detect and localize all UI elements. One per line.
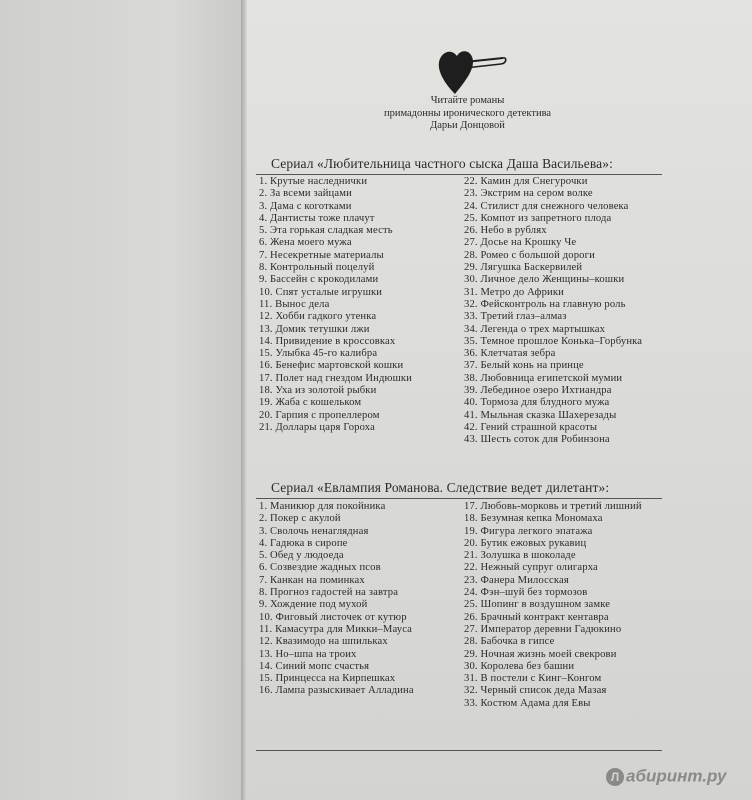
list-item: 5. Обед у людоеда [259, 550, 344, 562]
list-item: 9. Хождение под мухой [259, 599, 368, 611]
list-item: 6. Созвездие жадных псов [259, 562, 381, 574]
list-item: 23. Экстрим на сером волке [464, 188, 593, 200]
list-item: 14. Синий мопс счастья [259, 660, 370, 672]
list-item: 31. Метро до Африки [464, 286, 564, 298]
series-title: Сериал «Евлампия Романова. Следствие ведет дилетант»: [271, 480, 610, 495]
list-item: 8. Контрольный поцелуй [259, 262, 375, 274]
title-rule [256, 174, 662, 175]
list-item: 4. Гадюка в сиропе [259, 537, 348, 549]
list-item: 25. Компот из запретного плода [464, 212, 612, 224]
list-item: 18. Безумная кепка Мономаха [464, 513, 603, 525]
list-item: 33. Третий глаз–алмаз [464, 311, 567, 323]
intro-line: примадонны иронического детектива [383, 107, 552, 119]
series2-right-column [464, 501, 642, 710]
list-item: 37. Белый конь на принце [464, 360, 584, 372]
watermark-text: абиринт.ру [626, 766, 727, 786]
list-item: 18. Уха из золотой рыбки [259, 385, 377, 397]
list-item: 13. Домик тетушки лжи [259, 323, 370, 335]
list-item: 19. Жаба с кошельком [259, 397, 362, 409]
list-item: 31. В постели с Кинг–Конгом [464, 673, 602, 685]
list-item: 34. Легенда о трех мартышках [464, 323, 606, 335]
list-item: 4. Дантисты тоже плачут [259, 212, 375, 224]
list-item: 42. Гений страшной красоты [464, 421, 598, 433]
heart-with-safety-pin-icon [435, 44, 507, 96]
list-item: 10. Фиговый листочек от кутюр [259, 611, 407, 623]
list-item: 7. Канкан на поминках [259, 574, 365, 586]
list-item: 24. Фэн–шуй без тормозов [464, 587, 588, 599]
list-item: 39. Лебединое озеро Ихтиандра [464, 385, 612, 397]
list-item: 19. Фигура легкого эпатажа [464, 525, 593, 537]
list-item: 16. Бенефис мартовской кошки [259, 360, 404, 372]
list-item: 28. Ромео с большой дороги [464, 249, 595, 261]
list-item: 41. Мыльная сказка Шахерезады [464, 409, 617, 421]
list-item: 35. Темное прошлое Конька–Горбунка [464, 335, 643, 347]
left-page [0, 0, 242, 800]
title-rule [256, 498, 662, 499]
list-item: 17. Любовь-морковь и третий лишний [464, 501, 642, 512]
list-item: 10. Спят усталые игрушки [259, 286, 383, 298]
list-item: 14. Привидение в кроссовках [259, 335, 396, 347]
list-item: 27. Досье на Крошку Че [464, 237, 577, 249]
list-item: 7. Несекретные материалы [259, 249, 384, 261]
series1-left-column [259, 176, 412, 434]
series1-right-column [464, 176, 642, 447]
list-item: 26. Небо в рублях [464, 225, 547, 237]
series-title: Сериал «Любительница частного сыска Даша Васильева»: [271, 156, 613, 171]
list-item: 3. Дама с коготками [259, 200, 352, 212]
list-item: 2. Покер с акулой [259, 513, 341, 525]
list-item: 3. Сволочь ненаглядная [259, 525, 369, 537]
series2-left-column [259, 501, 414, 698]
bottom-rule [256, 750, 662, 751]
list-item: 30. Личное дело Женщины–кошки [464, 274, 625, 286]
list-item: 13. Но–шпа на троих [259, 648, 357, 660]
list-item: 12. Хобби гадкого утенка [259, 311, 377, 323]
list-item: 6. Жена моего мужа [259, 237, 352, 249]
list-item: 16. Лампа разыскивает Алладина [259, 685, 414, 697]
list-item: 1. Крутые наследнички [259, 176, 368, 187]
list-item: 12. Квазимодо на шпильках [259, 636, 388, 648]
list-item: 17. Полет над гнездом Индюшки [259, 372, 412, 384]
list-item: 24. Стилист для снежного человека [464, 200, 629, 212]
list-item: 38. Любовница египетской мумии [464, 372, 623, 384]
list-item: 22. Камин для Снегурочки [464, 176, 588, 187]
list-item: 5. Эта горькая сладкая месть [259, 225, 393, 237]
list-item: 25. Шопинг в воздушном замке [464, 599, 611, 611]
list-item: 36. Клетчатая зебра [464, 348, 556, 360]
list-item: 30. Королева без башни [464, 660, 575, 672]
list-item: 40. Тормоза для блудного мужа [464, 397, 610, 409]
list-item: 21. Золушка в шоколаде [464, 550, 576, 562]
list-item: 22. Нежный супруг олигарха [464, 562, 598, 574]
list-item: 11. Вынос дела [259, 298, 330, 310]
list-item: 23. Фанера Милосская [464, 574, 569, 586]
list-item: 33. Костюм Адама для Евы [464, 697, 591, 709]
list-item: 11. Камасутра для Микки–Мауса [259, 623, 413, 635]
list-item: 20. Бутик ежовых рукавиц [464, 537, 587, 549]
list-item: 2. За всеми зайцами [259, 188, 352, 200]
intro-line: Читайте романы [430, 95, 505, 106]
list-item: 1. Маникюр для покойника [259, 501, 386, 512]
list-item: 29. Ночная жизнь моей свекрови [464, 648, 617, 660]
list-item: 32. Черный список деда Мазая [464, 685, 607, 697]
list-item: 28. Бабочка в гипсе [464, 636, 555, 648]
list-item: 9. Бассейн с крокодилами [259, 274, 379, 286]
list-item: 27. Император деревни Гадюкино [464, 623, 622, 635]
list-item: 26. Брачный контракт кентавра [464, 611, 609, 623]
list-item: 8. Прогноз гадостей на завтра [259, 587, 399, 599]
list-item: 15. Улыбка 45-го калибра [259, 348, 378, 360]
list-item: 29. Лягушка Баскервилей [464, 262, 583, 274]
watermark [606, 766, 746, 788]
list-item: 15. Принцесса на Кирпешках [259, 673, 396, 685]
list-item: 20. Гарпия с пропеллером [259, 409, 380, 421]
list-item: 21. Доллары царя Гороха [259, 421, 375, 433]
intro-text [355, 95, 580, 133]
intro-line: Дарьи Донцовой [430, 120, 505, 131]
watermark-badge: Л [606, 768, 624, 786]
list-item: 32. Фейсконтроль на главную роль [464, 298, 626, 310]
list-item: 43. Шесть соток для Робинзона [464, 434, 610, 446]
